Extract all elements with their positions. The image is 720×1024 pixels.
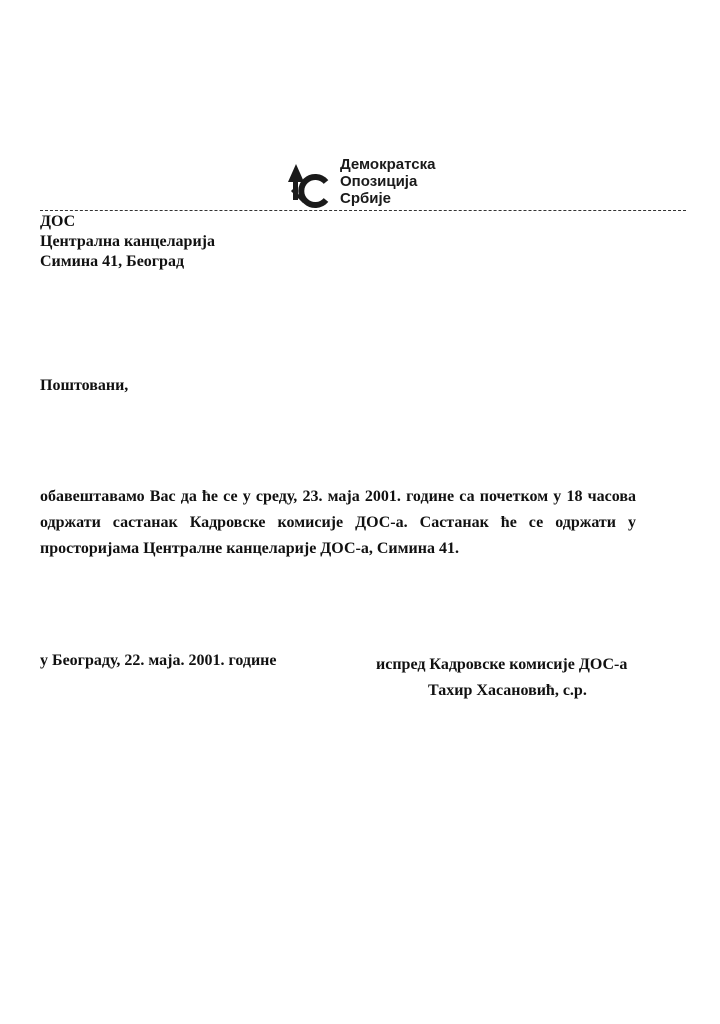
body-paragraph: обавештавамо Вас да ће се у среду, 23. маја 2001. године са почетком у 18 часова одржати састанак Кадровске комисије ДОС-а. Састанак ће се одржати у просторијама Централне канцеларије ДОС-а, Симина 41. <box>40 488 636 557</box>
dos-logo-icon <box>286 160 330 210</box>
letterhead-logo <box>286 156 456 210</box>
letterhead-divider <box>40 210 686 211</box>
logo-line-1: Демократска <box>340 156 436 173</box>
logo-line-3: Србије <box>340 190 391 207</box>
logo-org-name <box>340 156 435 207</box>
signatory-name: Тахир Хасановић, с.р. <box>428 682 587 699</box>
sender-office: Централна канцеларија <box>40 233 215 250</box>
greeting: Поштовани, <box>40 377 129 394</box>
sender-street: Симина 41, Београд <box>40 253 185 270</box>
signature-block <box>376 652 627 704</box>
logo-line-2: Опозиција <box>340 173 418 190</box>
on-behalf-of: испред Кадровске комисије ДОС-а <box>376 656 628 673</box>
place-and-date: у Београду, 22. маја. 2001. године <box>40 652 277 669</box>
sender-address <box>40 212 215 272</box>
sender-org: ДОС <box>40 213 76 230</box>
